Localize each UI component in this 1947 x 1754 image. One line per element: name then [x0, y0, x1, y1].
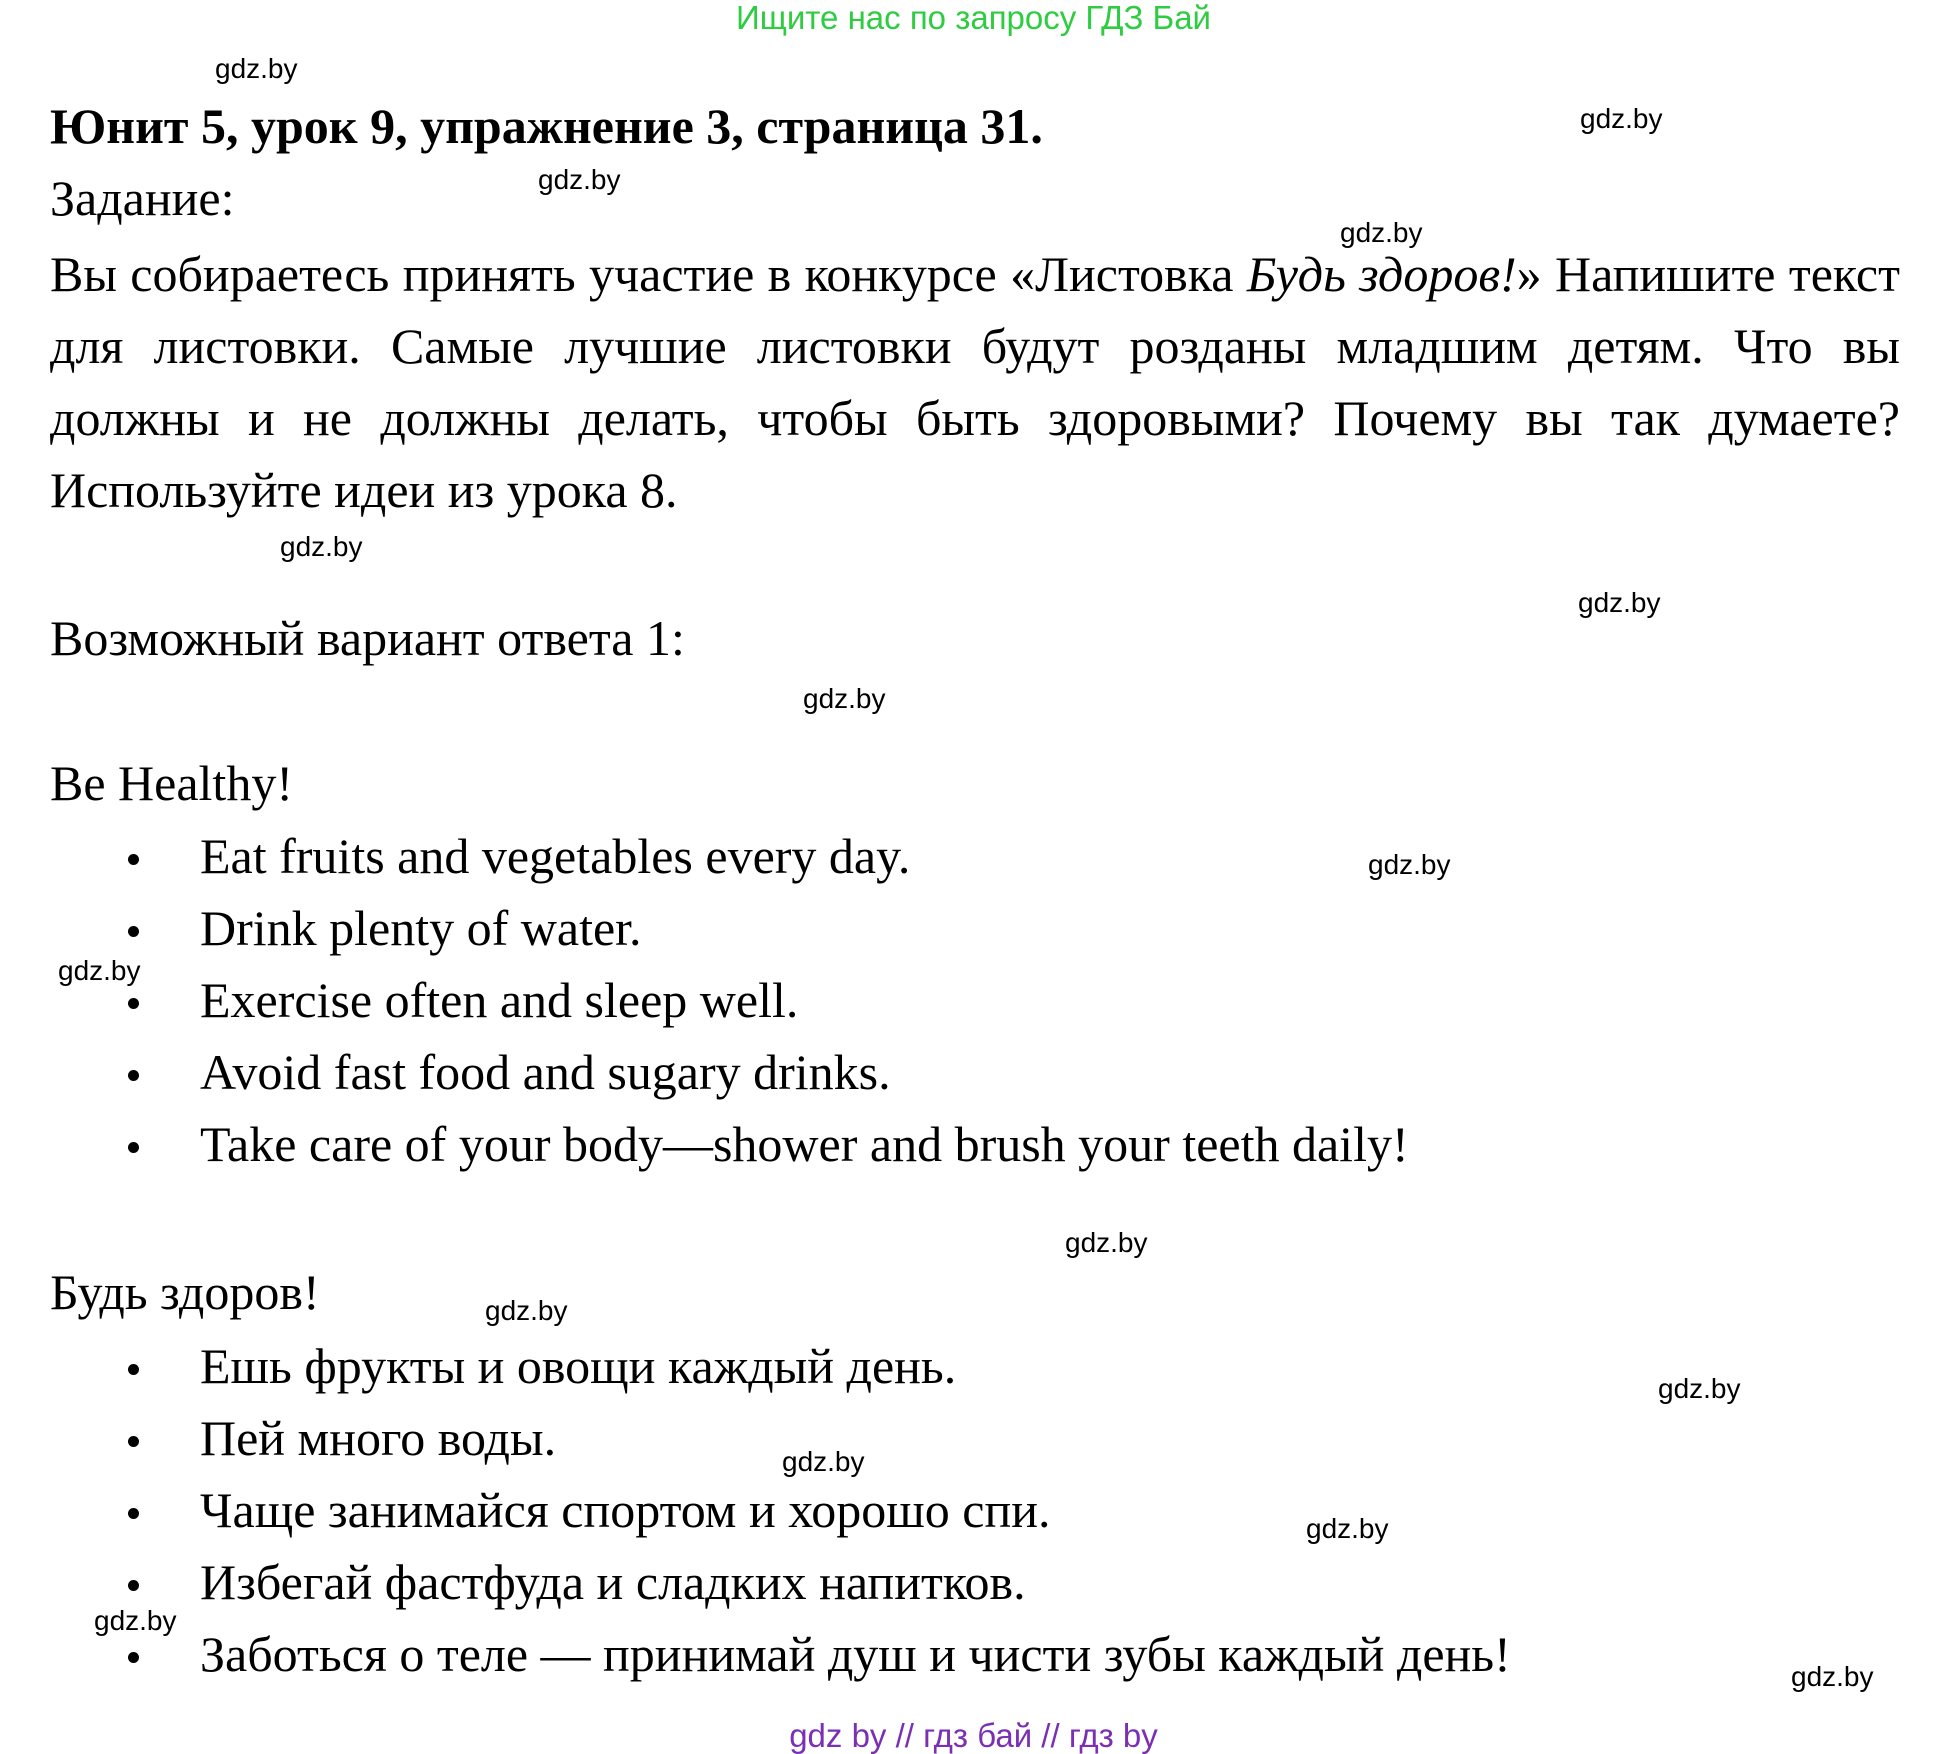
bullet-icon	[128, 854, 139, 865]
bullet-icon	[128, 998, 139, 1009]
english-list-title: Be Healthy!	[50, 755, 293, 811]
watermark: gdz.by	[803, 683, 886, 714]
bullet-icon	[128, 1508, 139, 1519]
watermark: gdz.by	[94, 1605, 177, 1636]
list-item-text: Eat fruits and vegetables every day.	[200, 828, 911, 884]
watermark: gdz.by	[485, 1295, 568, 1326]
task-label: Задание:	[50, 170, 235, 226]
watermark: gdz.by	[58, 955, 141, 986]
task-text-italic: Будь здоров!	[1246, 246, 1517, 302]
bullet-icon	[128, 1580, 139, 1591]
watermark: gdz.by	[538, 164, 621, 195]
list-item	[0, 1546, 1511, 1618]
watermark: gdz.by	[1340, 217, 1423, 248]
russian-list	[0, 1330, 1511, 1690]
task-text-part1: Вы собираетесь принять участие в конкурсе «Листовка	[50, 246, 1247, 302]
watermark: gdz.by	[1065, 1227, 1148, 1258]
list-item	[0, 964, 1409, 1036]
list-item-text: Ешь фрукты и овощи каждый день.	[200, 1338, 957, 1394]
top-banner: Ищите нас по запросу ГДЗ Бай	[736, 0, 1211, 36]
answer-label: Возможный вариант ответа 1:	[50, 610, 685, 666]
bullet-icon	[128, 1070, 139, 1081]
list-item-text: Avoid fast food and sugary drinks.	[200, 1044, 891, 1100]
list-item-text: Take care of your body—shower and brush your teeth daily!	[200, 1116, 1409, 1172]
watermark: gdz.by	[1580, 103, 1663, 134]
list-item-text: Заботься о теле — принимай душ и чисти зубы каждый день!	[200, 1626, 1511, 1682]
list-item	[0, 892, 1409, 964]
footer-links: gdz by // гдз бай // гдз by	[789, 1717, 1158, 1754]
list-item	[0, 1474, 1511, 1546]
list-item	[0, 1108, 1409, 1180]
list-item	[0, 1618, 1511, 1690]
list-item-text: Избегай фастфуда и сладких напитков.	[200, 1554, 1026, 1610]
bullet-icon	[128, 1142, 139, 1153]
list-item-text: Drink plenty of water.	[200, 900, 642, 956]
page-title: Юнит 5, урок 9, упражнение 3, страница 31.	[50, 98, 1043, 154]
watermark: gdz.by	[1658, 1373, 1741, 1404]
watermark: gdz.by	[1578, 587, 1661, 618]
bullet-icon	[128, 1652, 139, 1663]
watermark: gdz.by	[782, 1446, 865, 1477]
watermark: gdz.by	[1306, 1513, 1389, 1544]
list-item	[0, 820, 1409, 892]
list-item-text: Чаще занимайся спортом и хорошо спи.	[200, 1482, 1051, 1538]
list-item-text: Exercise often and sleep well.	[200, 972, 799, 1028]
english-list	[0, 820, 1409, 1180]
list-item	[0, 1330, 1511, 1402]
watermark: gdz.by	[280, 531, 363, 562]
list-item	[0, 1402, 1511, 1474]
bullet-icon	[128, 1364, 139, 1375]
watermark: gdz.by	[215, 53, 298, 84]
bullet-icon	[128, 926, 139, 937]
task-text	[50, 238, 1900, 526]
list-item-text: Пей много воды.	[200, 1410, 557, 1466]
watermark: gdz.by	[1791, 1661, 1874, 1692]
watermark: gdz.by	[1368, 849, 1451, 880]
list-item	[0, 1036, 1409, 1108]
bullet-icon	[128, 1436, 139, 1447]
task-text-part2: » Напишите текст для листовки. Самые лучшие листовки будут розданы младшим детям. Что вы должны и не должны делать, чтобы быть здоровыми? Почему вы так думаете? Используйте идеи из урока 8.	[50, 246, 1900, 518]
russian-list-title: Будь здоров!	[50, 1264, 320, 1320]
